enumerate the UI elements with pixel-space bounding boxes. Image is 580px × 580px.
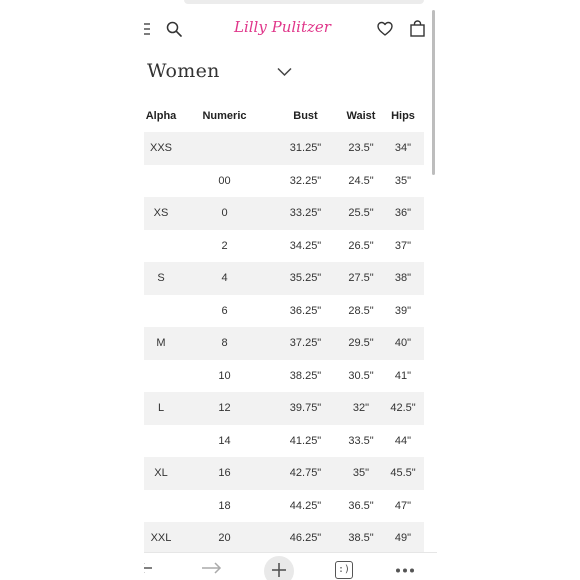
search-icon[interactable] (166, 21, 182, 37)
table-row (144, 457, 424, 490)
cell-bust: 42.75" (289, 467, 322, 480)
cell-numeric: 00 (218, 174, 231, 187)
cell-numeric: 20 (218, 532, 231, 545)
table-row (144, 392, 424, 425)
tabs-button[interactable]: :) (335, 561, 353, 579)
cell-bust: 46.25" (289, 532, 322, 545)
cell-hips: 45.5" (390, 467, 416, 480)
cell-alpha: S (157, 272, 165, 285)
table-body (144, 132, 424, 555)
header-alpha: Alpha (145, 110, 177, 122)
chevron-down-icon[interactable] (277, 67, 292, 77)
cell-numeric: 0 (221, 207, 228, 220)
cell-waist: 25.5" (348, 207, 374, 220)
cell-hips: 36" (394, 207, 412, 220)
size-chart-table (144, 100, 424, 555)
table-row (144, 490, 424, 523)
cell-waist: 23.5" (348, 142, 374, 155)
header-bust: Bust (293, 110, 318, 122)
cell-alpha: XXS (149, 142, 172, 155)
cell-waist: 26.5" (348, 239, 374, 252)
cell-hips: 42.5" (390, 402, 416, 415)
cell-bust: 35.25" (289, 272, 322, 285)
cell-hips: 35" (394, 174, 412, 187)
cell-bust: 32.25" (289, 174, 322, 187)
browser-bottom-toolbar (144, 552, 437, 580)
cell-bust: 39.75" (289, 402, 322, 415)
cell-waist: 32" (352, 402, 370, 415)
cell-hips: 44" (394, 434, 412, 447)
menu-icon[interactable] (144, 22, 150, 36)
cell-hips: 39" (394, 304, 412, 317)
cell-bust: 44.25" (289, 499, 322, 512)
more-icon[interactable] (395, 568, 415, 573)
new-tab-button[interactable] (264, 556, 294, 580)
table-row (144, 197, 424, 230)
cell-hips: 38" (394, 272, 412, 285)
table-row (144, 165, 424, 198)
cell-bust: 41.25" (289, 434, 322, 447)
cell-bust: 31.25" (289, 142, 322, 155)
cell-waist: 27.5" (348, 272, 374, 285)
cell-numeric: 6 (221, 304, 228, 317)
section-title: Women (147, 60, 220, 82)
cell-alpha: L (157, 402, 165, 415)
table-row (144, 295, 424, 328)
cell-numeric: 8 (221, 337, 228, 350)
top-navigation-bar (144, 0, 437, 52)
cell-waist: 28.5" (348, 304, 374, 317)
plus-icon (272, 563, 286, 577)
phone-viewport (144, 0, 437, 580)
cell-alpha: XXL (150, 532, 172, 545)
table-row (144, 522, 424, 555)
cell-alpha: XL (154, 467, 168, 480)
cell-numeric: 16 (218, 467, 231, 480)
cell-bust: 34.25" (289, 239, 322, 252)
cell-hips: 49" (394, 532, 412, 545)
cell-numeric: 14 (218, 434, 231, 447)
table-header-row (144, 100, 424, 132)
table-row (144, 360, 424, 393)
cell-hips: 34" (394, 142, 412, 155)
cell-hips: 37" (394, 239, 412, 252)
status-area (184, 0, 424, 4)
cell-numeric: 10 (218, 369, 231, 382)
cell-alpha: M (156, 337, 166, 350)
cell-waist: 24.5" (348, 174, 374, 187)
cell-bust: 33.25" (289, 207, 322, 220)
cell-numeric: 12 (218, 402, 231, 415)
cell-hips: 41" (394, 369, 412, 382)
cell-waist: 33.5" (348, 434, 374, 447)
forward-arrow-icon[interactable] (202, 562, 222, 574)
cell-hips: 47" (394, 499, 412, 512)
cell-numeric: 18 (218, 499, 231, 512)
cell-waist: 29.5" (348, 337, 374, 350)
cell-waist: 35" (352, 467, 370, 480)
brand-logo[interactable]: Lilly Pulitzer (234, 18, 331, 36)
header-hips: Hips (391, 110, 415, 122)
table-row (144, 262, 424, 295)
cell-waist: 38.5" (348, 532, 374, 545)
cell-numeric: 2 (221, 239, 228, 252)
cell-waist: 30.5" (348, 369, 374, 382)
cell-hips: 40" (394, 337, 412, 350)
header-waist: Waist (346, 110, 376, 122)
heart-icon[interactable] (377, 21, 393, 37)
cell-alpha: XS (153, 207, 169, 220)
back-arrow-icon[interactable] (144, 562, 152, 574)
cell-numeric: 4 (221, 272, 228, 285)
cell-bust: 37.25" (289, 337, 322, 350)
cell-bust: 36.25" (289, 304, 322, 317)
table-row (144, 425, 424, 458)
cell-waist: 36.5" (348, 499, 374, 512)
table-row (144, 230, 424, 263)
table-row (144, 132, 424, 165)
bag-icon[interactable] (410, 20, 425, 37)
table-row (144, 327, 424, 360)
cell-bust: 38.25" (289, 369, 322, 382)
scrollbar[interactable] (432, 10, 435, 175)
header-numeric: Numeric (202, 110, 247, 122)
